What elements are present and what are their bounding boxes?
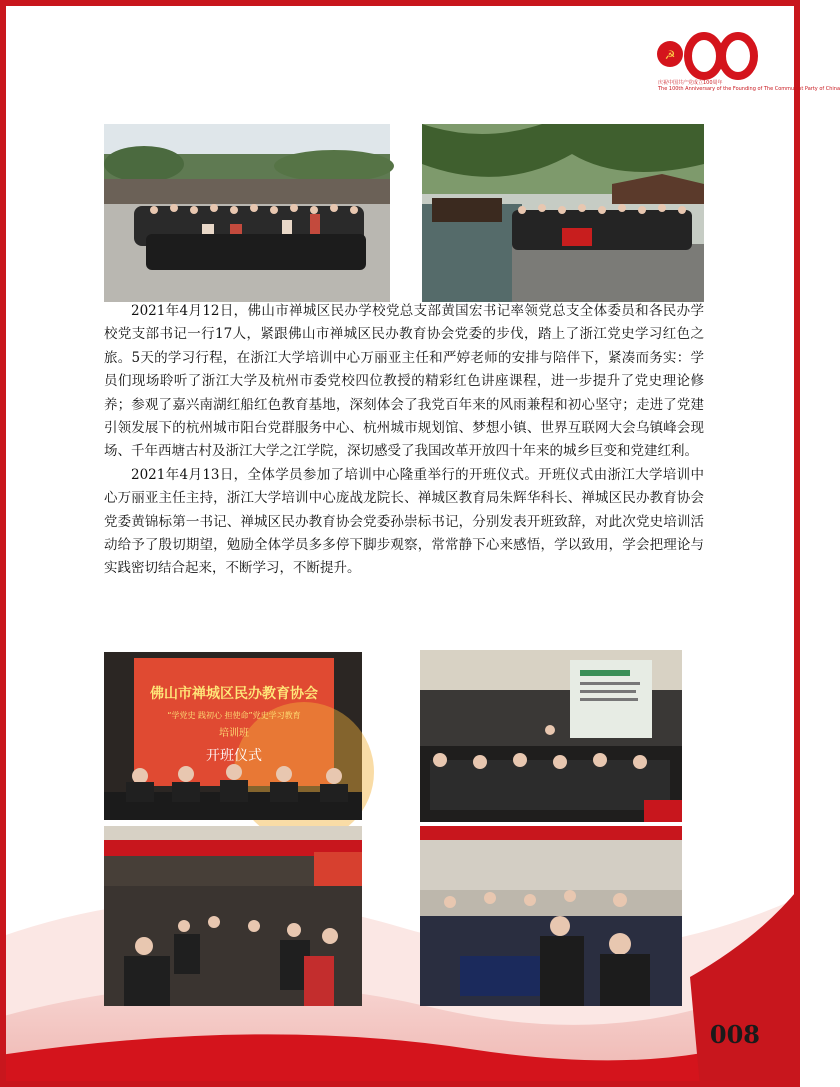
- slide-line-2: “学党史 践初心 担使命”党史学习教育: [167, 711, 301, 720]
- photo-audience-close: [420, 826, 682, 1006]
- photo-audience-wide: [104, 826, 362, 1006]
- svg-text:☭: ☭: [664, 48, 676, 62]
- year-right: 2021: [730, 54, 746, 61]
- logo-caption-cn: 庆祝中国共产党成立100周年: [658, 80, 723, 86]
- page-number: 008: [709, 1020, 760, 1049]
- logo-caption-en: The 100th Anniversary of the Founding of The Communist Party of China: [658, 86, 840, 92]
- paragraph-2: 2021年4月13日，全体学员参加了培训中心隆重举行的开班仪式。开班仪式由浙江大学培训中心万丽亚主任主持，浙江大学培训中心庞战龙院长、禅城区教育局朱辉华科长、禅城区民办教育协会党委黄锦标第一书记、禅城区民办教育协会党委孙崇标书记，分别发表开班致辞，对此次党史培训活动给予了殷切期望，勉励全体学员多多停下脚步观察，常常静下心来感悟，学以致用，学会把理论与实践密切结合起来，不断学习，不断提升。: [104, 466, 704, 577]
- centenary-100-emblem: [656, 30, 760, 82]
- article-body: [104, 300, 704, 581]
- photo-opening-ceremony-stage: [104, 652, 362, 820]
- slide-line-4: 开班仪式: [206, 748, 262, 764]
- photo-lecture-hall: [420, 650, 682, 822]
- slide-line-3: 培训班: [219, 728, 249, 739]
- paragraph-1: 2021年4月12日，佛山市禅城区民办学校党总支部黄国宏书记率领党总支全体委员和各民办学校党支部书记一行17人，紧跟佛山市禅城区民办教育协会党委的步伐，踏上了浙江党史学习红色之旅。5天的学习行程，在浙江大学培训中心万丽亚主任和严婷老师的安排与陪伴下，紧凑而务实：学员们现场聆听了浙江大学及杭州市委党校四位教授的精彩红色讲座课程，进一步提升了党史理论修养；参观了嘉兴南湖红船红色教育基地，深刻体会了我党百年来的风雨兼程和初心坚守；走进了党建引领发展下的杭州城市阳台党群服务中心、杭州城市规划馆、梦想小镇、世界互联网大会乌镇峰会现场、千年西塘古村及浙江大学之江学院，深切感受了我国改革开放四十年来的城乡巨变和党建红利。: [104, 303, 704, 460]
- group-photo-park: [104, 124, 390, 302]
- year-left: 1921: [696, 54, 712, 61]
- centenary-logo: [656, 30, 840, 94]
- logo-caption: [658, 80, 840, 92]
- group-photo-lake-boat: [422, 124, 704, 302]
- slide-line-1: 佛山市禅城区民办教育协会: [150, 686, 318, 702]
